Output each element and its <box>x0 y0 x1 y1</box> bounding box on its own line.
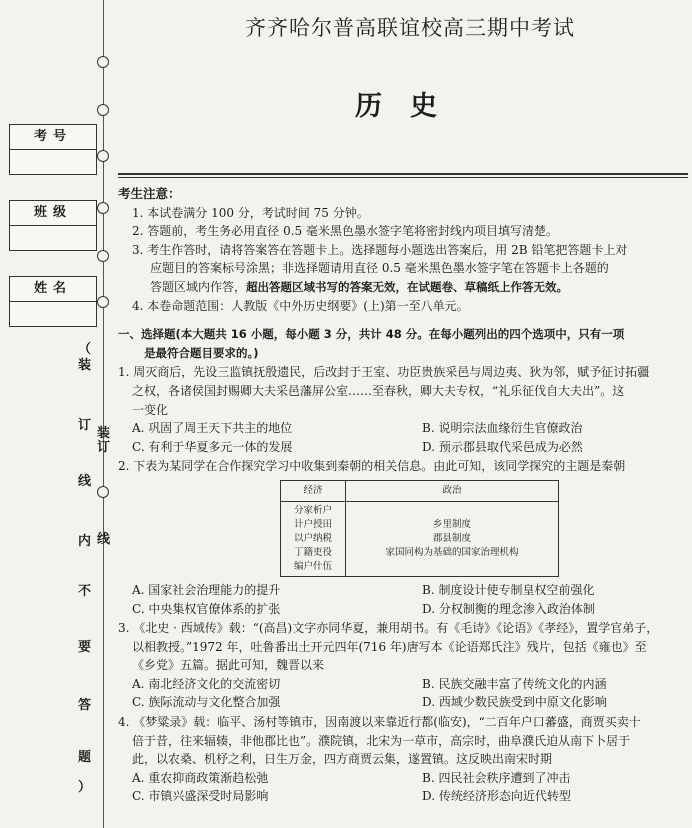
question-3-option-d: D. 西域少数民族受到中原文化影响 <box>422 695 607 710</box>
question-4-option-b: B. 四民社会秩序遭到了冲击 <box>422 770 571 785</box>
question-2-option-a: A. 国家社会治理能力的提升 <box>132 582 281 597</box>
question-4-stem-2: 倍于昔，往来辐辏，非他郡比也”。濮院镇，北宋为一草市，高宗时，曲阜濮氏迫从南下卜居于 <box>132 733 631 748</box>
question-1-stem-3: 一变化 <box>132 402 169 417</box>
question-1-option-d: D. 预示郡县取代采邑成为必然 <box>422 439 583 454</box>
question-4-stem-1: 4. 《梦粱录》载：临平、汤村等镇市，因南渡以来靠近行都(临安)，“二百年户口蕃盛，商贾买卖十 <box>118 715 641 730</box>
binding-hole-6 <box>97 296 109 308</box>
notice-item-3-line-2: 应题目的答案标号涂黑；非选择题请用直径 0.5 毫米黑色墨水签字笔在答题卡上各题的 <box>150 261 609 276</box>
question-4-option-c: C. 市镇兴盛深受时局影响 <box>132 789 269 804</box>
notice-item-1: 1. 本试卷满分 100 分，考试时间 75 分钟。 <box>132 205 369 220</box>
question-2-option-c: C. 中央集权官僚体系的扩张 <box>132 601 281 616</box>
question-2-option-d: D. 分权制衡的理念渗入政治体制 <box>422 601 595 616</box>
exam-content <box>118 185 688 806</box>
binding-text-1: 装 <box>78 358 92 373</box>
class-box[interactable] <box>9 200 97 251</box>
subject-title: 历史 <box>355 91 465 122</box>
economy-line-4: 丁籍吏役 <box>293 546 332 558</box>
notice-item-3-bold: 超出答题区域书写的答案无效，在试题卷、草稿纸上作答无效。 <box>246 279 569 294</box>
question-4-option-d: D. 传统经济形态向近代转型 <box>422 789 571 804</box>
qin-info-table <box>280 480 559 577</box>
question-3 <box>118 619 688 712</box>
binding-hole-1 <box>97 56 109 68</box>
politics-line-3: 家国同构为基础的国家治理机构 <box>385 546 519 558</box>
table-cell-economy <box>281 501 346 576</box>
line-mark-zhuang: 装 <box>97 426 111 441</box>
line-mark-xian: 线 <box>97 532 111 547</box>
class-label: 班级 <box>10 201 96 226</box>
question-2-stem-1: 2. 下表为某同学在合作探究学习中收集到秦朝的相关信息。由此可知，该同学探究的主题是秦朝 <box>118 459 626 474</box>
question-3-stem-3: 《乡党》五篇。据此可知，魏晋以来 <box>132 658 325 673</box>
binding-hole-2 <box>97 104 109 116</box>
exam-number-label: 考号 <box>10 125 96 150</box>
binding-hole-7 <box>97 486 109 498</box>
notice-item-4: 4. 本卷命题范围：人教版《中外历史纲要》(上)第一至八单元。 <box>132 298 469 313</box>
question-2-option-b: B. 制度设计使专制皇权空前强化 <box>422 582 595 597</box>
exam-number-box[interactable] <box>9 124 97 175</box>
question-3-stem-2: 以相教授。”1972 年，吐鲁番出土开元四年(716 年)唐写本《论语郑氏注》残片，包括《雍也》至 <box>132 639 647 654</box>
question-1-stem-2: 之权，各诸侯国封赐卿大夫采邑藩屏公室……至春秋，卿大夫专权，“礼乐征伐自大夫出”。这 <box>132 383 625 398</box>
class-field[interactable] <box>10 226 96 250</box>
binding-hole-5 <box>97 250 109 262</box>
binding-hole-4 <box>97 202 109 214</box>
table-header-economy: 经济 <box>281 480 346 501</box>
header-rule-thin <box>118 177 688 178</box>
table-cell-politics <box>346 501 559 576</box>
name-box[interactable] <box>9 276 97 327</box>
line-mark-ding: 订 <box>97 440 111 455</box>
question-1-option-b: B. 说明宗法血缘衍生官僚政治 <box>422 421 583 436</box>
question-1-option-c: C. 有利于华夏多元一体的发展 <box>132 439 293 454</box>
question-1-stem-1: 1. 周灭商后，先设三监镇抚殷遗民，后改封于王室、功臣贵族采邑与周边夷、狄为邻，赋予征讨拓疆 <box>118 365 650 380</box>
notice-item-3-line-1: 3. 考生作答时，请将答案答在答题卡上。选择题每小题选出答案后，用 2B 铅笔把答题卡上对 <box>132 242 628 257</box>
binding-line <box>103 0 104 828</box>
binding-text-close: ） <box>78 780 92 795</box>
table-header-politics: 政治 <box>346 480 559 501</box>
economy-line-3: 以户纳税 <box>293 532 332 544</box>
binding-text-2: 订 <box>78 418 92 433</box>
economy-line-5: 编户什伍 <box>293 560 332 572</box>
question-3-option-b: B. 民族交融丰富了传统文化的内涵 <box>422 676 607 691</box>
question-4-stem-3: 此，以农桑、机杼之利，日生万金，四方商贾云集，遂置镇。这反映出南宋时期 <box>132 752 553 767</box>
section-heading-line-2: 是最符合题目要求的。) <box>144 345 259 360</box>
binding-text-6: 要 <box>78 640 92 655</box>
header-rule-thick <box>118 173 688 175</box>
question-3-option-c: C. 族际流动与文化整合加强 <box>132 695 281 710</box>
notice-item-3-plain: 答题区域内作答， <box>150 279 247 294</box>
binding-text-8: 题 <box>78 750 92 765</box>
economy-line-2: 计户授田 <box>293 518 332 530</box>
notice-item-2: 2. 答题前，考生务必用直径 0.5 毫米黑色墨水签字笔将密封线内项目填写清楚。 <box>132 224 558 239</box>
name-field[interactable] <box>10 302 96 326</box>
question-4 <box>118 713 688 806</box>
question-3-stem-1: 3. 《北史 · 西域传》载：“(高昌)文字亦同华夏，兼用胡书。有《毛诗》《论语》《孝经》，置学官弟子， <box>118 621 659 636</box>
binding-text-7: 答 <box>78 698 92 713</box>
question-1 <box>118 363 688 456</box>
question-1-option-a: A. 巩固了周王天下共主的地位 <box>132 421 293 436</box>
exam-title: 齐齐哈尔普高联谊校高三期中考试 <box>245 16 575 40</box>
name-label: 姓名 <box>10 277 96 302</box>
question-4-option-a: A. 重农抑商政策渐趋松弛 <box>132 770 269 785</box>
binding-text-3: 线 <box>78 474 92 489</box>
exam-number-field[interactable] <box>10 150 96 174</box>
binding-text-open: （ <box>78 342 92 357</box>
politics-line-2: 郡县制度 <box>432 532 471 544</box>
notice-item-3-line-3 <box>118 278 688 297</box>
question-2 <box>118 457 688 618</box>
question-3-option-a: A. 南北经济文化的交流密切 <box>132 676 281 691</box>
notice-title: 考生注意： <box>118 186 181 201</box>
binding-text-4: 内 <box>78 534 92 549</box>
politics-line-1: 乡里制度 <box>432 518 471 530</box>
economy-line-1: 分家析户 <box>293 504 332 516</box>
binding-text-5: 不 <box>78 584 92 599</box>
binding-hole-3 <box>97 150 109 162</box>
section-heading-line-1: 一、选择题(本大题共 16 小题，每小题 3 分，共计 48 分。在每小题列出的四个选项中，只有一项 <box>118 327 625 342</box>
